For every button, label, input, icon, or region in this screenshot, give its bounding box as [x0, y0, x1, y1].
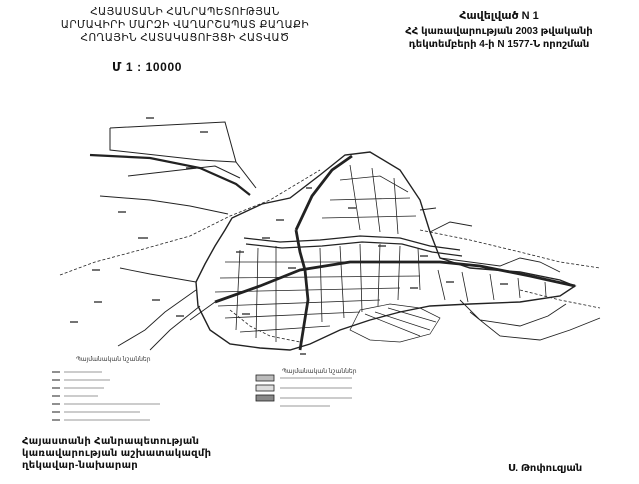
legend-right-title: Պայմանական նշաններ [282, 369, 357, 375]
annex-line-2: ՀՀ կառավարության 2003 թվականի [405, 26, 593, 37]
title-line-1: ՀԱՅԱՍՏԱՆԻ ՀԱՆՐԱՊԵՏՈՒԹՅԱՆ [90, 6, 280, 18]
legend-left-title: Պայմանական նշաններ [76, 357, 151, 363]
annex-title: Հավելված N 1 [459, 10, 539, 22]
legend-right-marks [256, 375, 352, 406]
highway [296, 156, 352, 350]
street-grid [215, 165, 546, 342]
signatory-line-3: ղեկավար-նախարար [22, 460, 138, 471]
settlement-outline [196, 152, 575, 350]
legend-left-marks [52, 372, 160, 420]
signatory-line-1: Հայաստանի Հանրապետության [22, 436, 200, 447]
highway [215, 262, 575, 302]
title-line-3: ՀՈՂԱՅԻՆ ՀԱՏԱԿԱՑՈՒՅՑԻ ՀԱՏՎԱԾ [80, 32, 290, 44]
parcel-strip [100, 122, 256, 214]
river [246, 242, 462, 256]
hatched-zone [350, 304, 440, 342]
road-spur [118, 268, 215, 350]
signatory-block [22, 436, 211, 472]
map-scale: Մ 1 : 10000 [112, 60, 182, 74]
title-line-2: ԱՐՄԱՎԻՐԻ ՄԱՐԶԻ ՎԱՂԱՐՇԱՊԱՏ ՔԱՂԱՔԻ [60, 19, 310, 31]
parcel-outline [420, 208, 600, 340]
signatory-line-2: կառավարության աշխատակազմի [22, 448, 212, 459]
signatory-name: Ս. Թոփուզյան [508, 463, 583, 474]
boundary-line [60, 170, 600, 342]
annex-line-3: դեկտեմբերի 4-ի N 1577-Ն որոշման [408, 39, 590, 50]
plot-label-marks [70, 118, 508, 354]
